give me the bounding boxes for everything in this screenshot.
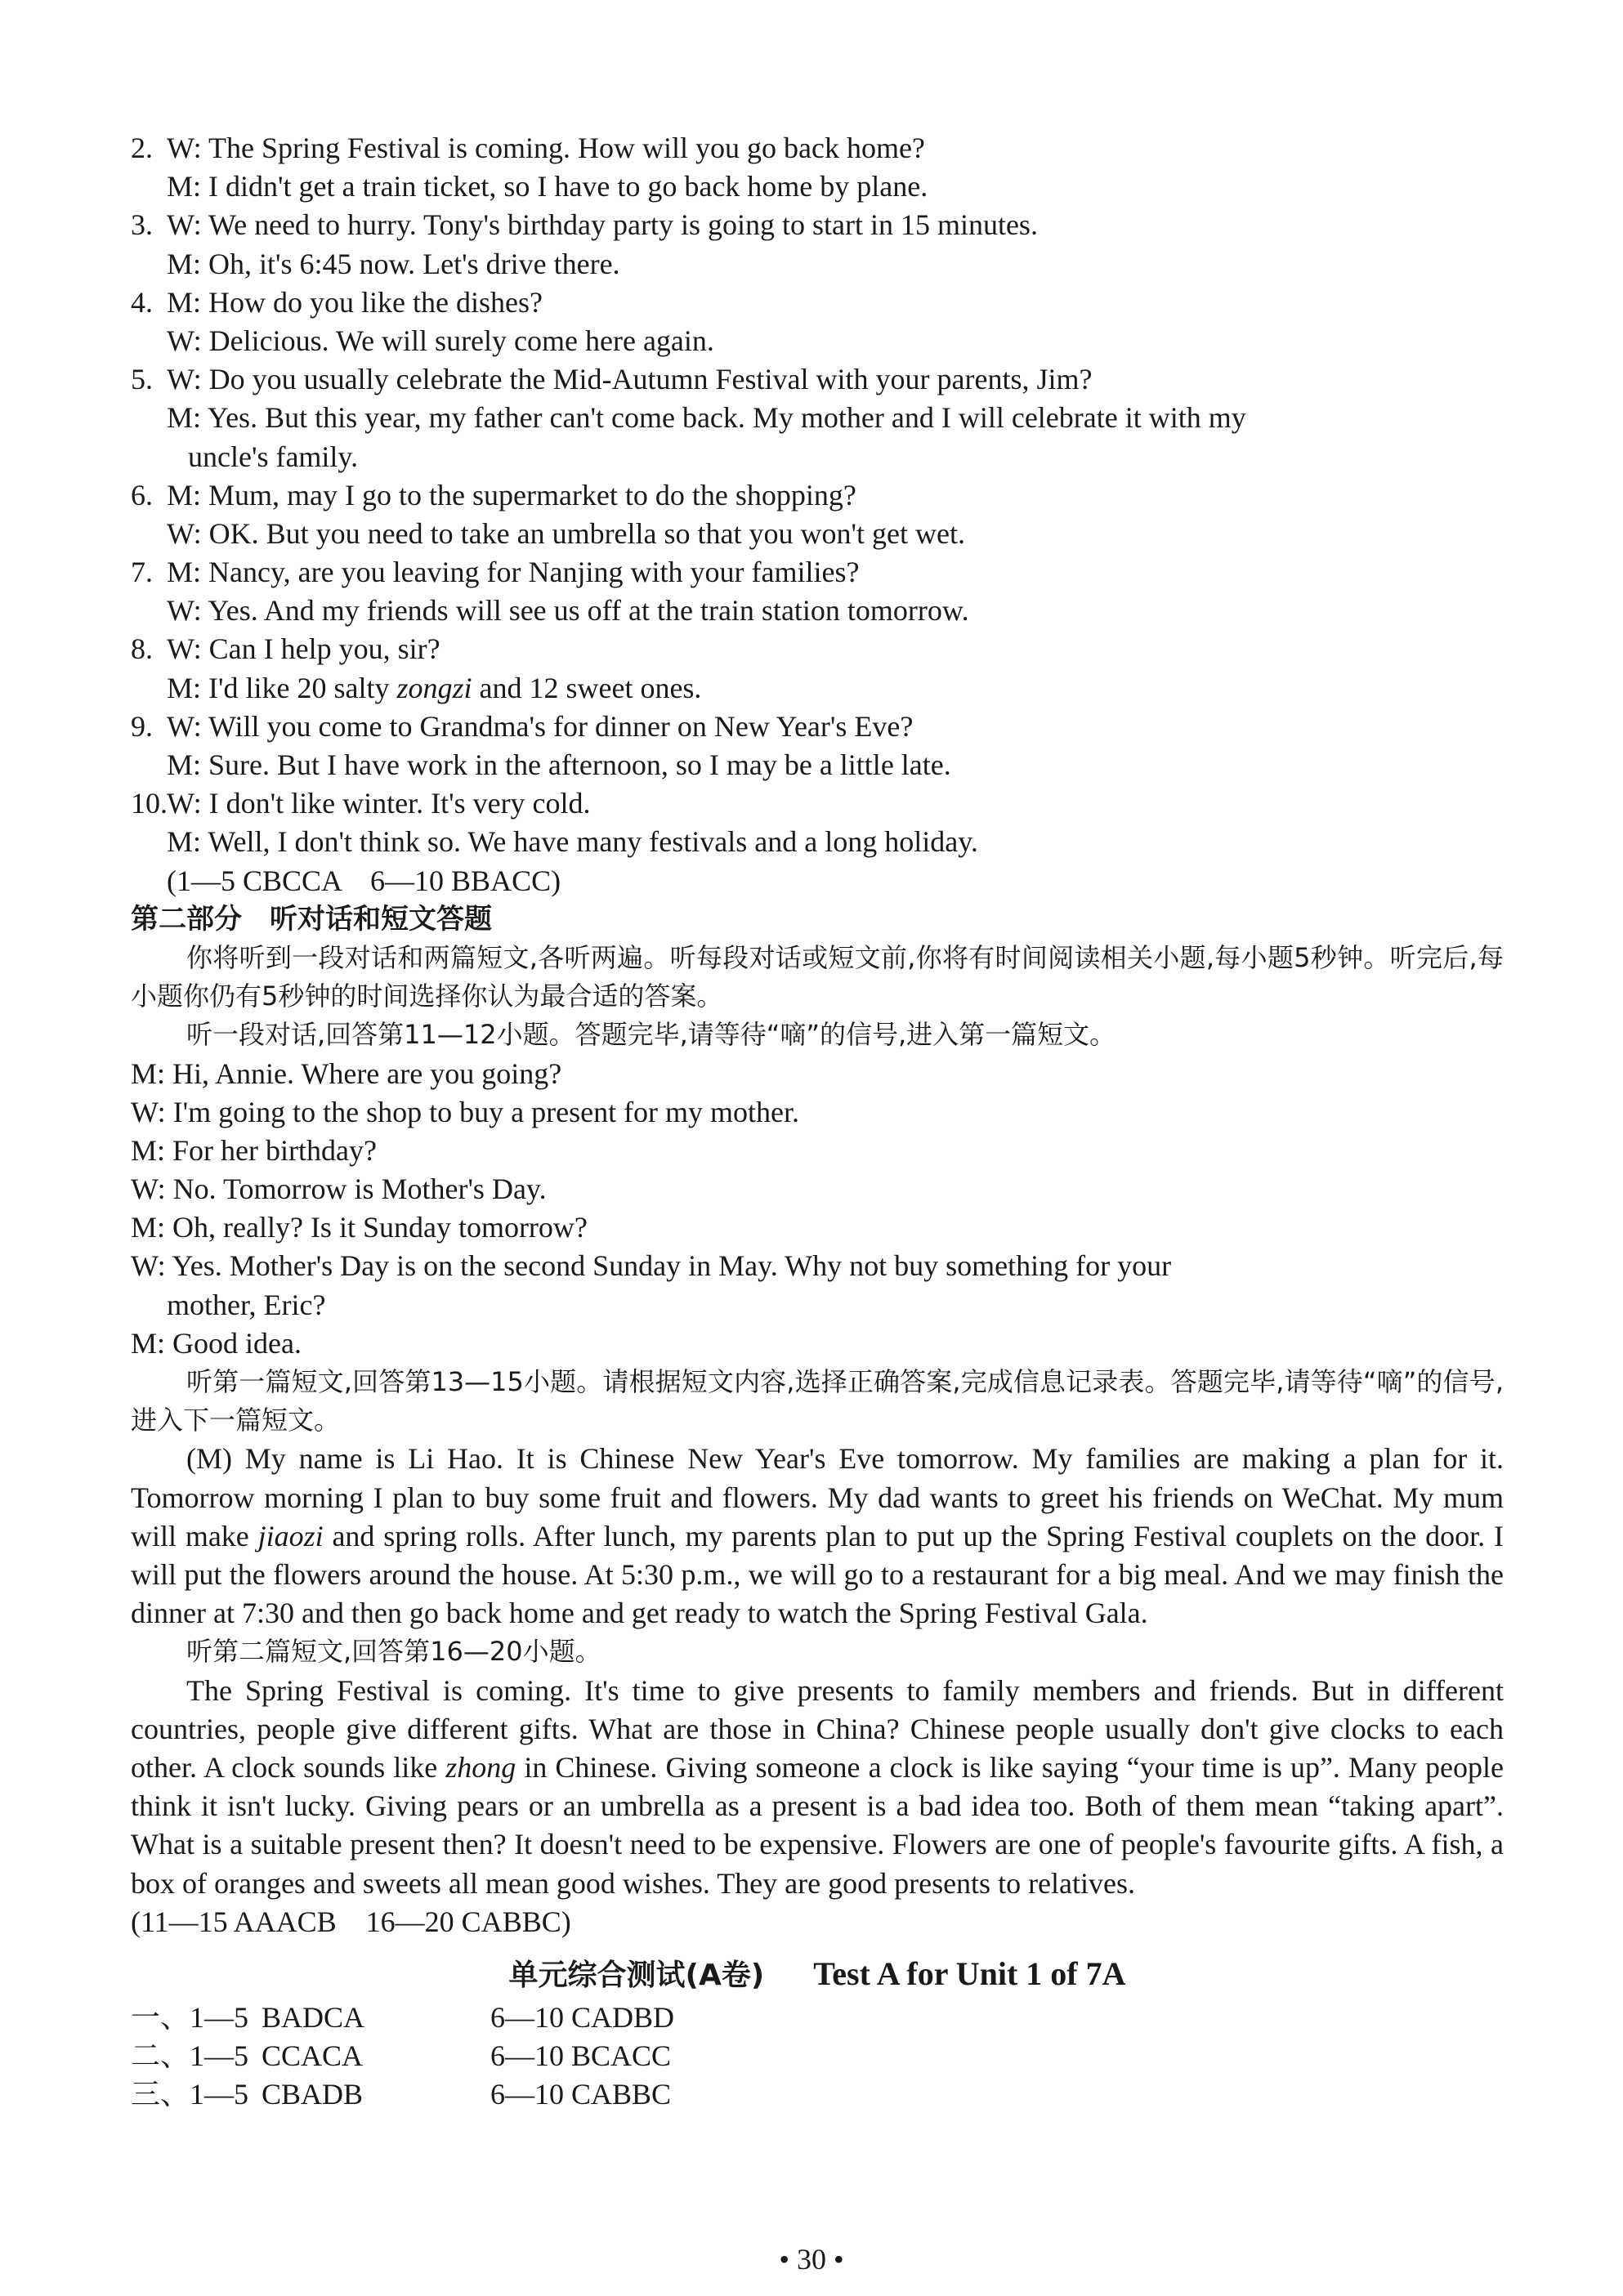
answer-row bbox=[131, 2075, 1504, 2114]
speaker: M: bbox=[131, 1056, 166, 1090]
speaker: W: bbox=[167, 324, 202, 357]
speaker: M: bbox=[167, 170, 202, 203]
dialog-text: OK. But you need to take an umbrella so that you won't get wet. bbox=[208, 516, 965, 550]
answer-group-2: 6—10 CADBD bbox=[490, 2001, 675, 2035]
dialog-line bbox=[131, 592, 1504, 630]
dialog-line bbox=[131, 1093, 1504, 1132]
dialog-line bbox=[131, 1286, 1504, 1324]
question-number: 2. bbox=[131, 132, 153, 164]
answer-group-1: BADCA bbox=[262, 2001, 365, 2035]
question-number: 8. bbox=[131, 632, 153, 666]
dialog-line bbox=[131, 784, 1504, 823]
answer-group-1: CCACA bbox=[262, 2039, 364, 2073]
answer-group-1: CBADB bbox=[262, 2078, 364, 2111]
dialog-text: Yes. Mother's Day is on the second Sunday in May. Why not buy something for your bbox=[172, 1249, 1172, 1283]
dialog-line bbox=[131, 1324, 1504, 1363]
instructions: 你将听到一段对话和两篇短文,各听两遍。听每段对话或短文前,你将有时间阅读相关小题,每小题5秒钟。听完后,每小题你仍有5秒钟的时间选择你认为最合适的答案。 bbox=[131, 941, 1504, 1012]
dialog-line bbox=[131, 823, 1504, 861]
speaker: W: bbox=[167, 516, 202, 550]
dialog-text: Good idea. bbox=[172, 1326, 302, 1360]
dialog-text: Will you come to Grandma's for dinner on New Year's Eve? bbox=[208, 709, 914, 743]
dialog-line bbox=[131, 630, 1504, 668]
dialog-line bbox=[131, 1132, 1504, 1170]
answer-group-2: 6—10 BCACC bbox=[490, 2039, 672, 2073]
instruction-passage2: 听第二篇短文,回答第16—20小题。 bbox=[186, 1636, 601, 1668]
question-number: 10. bbox=[131, 787, 168, 820]
speaker: M: bbox=[131, 1326, 166, 1360]
speaker: W: bbox=[131, 1173, 166, 1206]
speaker: W: bbox=[167, 363, 202, 396]
dialog-text: We need to hurry. Tony's birthday party is going to start in 15 minutes. bbox=[208, 208, 1038, 242]
part1-dialogs bbox=[131, 129, 1504, 862]
speaker: W: bbox=[167, 594, 202, 628]
speaker: M: bbox=[167, 285, 202, 319]
answer-label: 二、1—5 bbox=[131, 2039, 249, 2073]
test-title-en: Test A for Unit 1 of 7A bbox=[813, 1955, 1126, 1993]
dialog-text: Yes. But this year, my father can't come back. My mother and I will celebrate it with my bbox=[207, 401, 1246, 435]
speaker: W: bbox=[131, 1249, 166, 1283]
speaker: M: bbox=[167, 671, 202, 704]
dialog-text: Oh, really? Is it Sunday tomorrow? bbox=[172, 1211, 588, 1244]
speaker: M: bbox=[131, 1133, 166, 1167]
answer-label: 一、1—5 bbox=[131, 2001, 249, 2035]
answer-rows bbox=[131, 1999, 1504, 2115]
dialog-text: Nancy, are you leaving for Nanjing with your families? bbox=[208, 556, 860, 589]
speaker: M: bbox=[167, 825, 202, 859]
dialog-line bbox=[131, 746, 1504, 784]
answer-row bbox=[131, 1999, 1504, 2037]
question-number: 3. bbox=[131, 208, 153, 242]
dialog-text: Do you usually celebrate the Mid-Autumn Festival with your parents, Jim? bbox=[208, 363, 1093, 396]
speaker: W: bbox=[167, 709, 202, 743]
dialog-line bbox=[131, 245, 1504, 284]
dialog-text: Mum, may I go to the supermarket to do the shopping? bbox=[208, 478, 856, 511]
speaker: M: bbox=[167, 247, 202, 280]
answer-label: 三、1—5 bbox=[131, 2078, 249, 2111]
dialog-text: mother, Eric? bbox=[167, 1288, 326, 1321]
test-title-cn: 单元综合测试(A卷) bbox=[508, 1959, 765, 1993]
dialog-line bbox=[131, 399, 1504, 437]
dialog-line bbox=[131, 515, 1504, 553]
passage2: The Spring Festival is coming. It's time to give presents to family members and friends. But in different countries, people give different gifts. What are those in China? Chinese people usually don't give clocks to each other. A clock sounds like zhong in Chinese. Giving someone a clock is like saying “your time is up”. Many people think it isn't lucky. Giving pears or an umbrella as a present is a bad idea too. Both of them mean “taking apart”. What is a suitable present then? It doesn't need to be expensive. Flowers are one of people's favourite gifts. A fish, a box of oranges and sweets all mean good wishes. They are good presents to relatives. bbox=[131, 1673, 1504, 1900]
instruction-dialog: 听一段对话,回答第11—12小题。答题完毕,请等待“嘀”的信号,进入第一篇短文。 bbox=[186, 1019, 1116, 1051]
instruction-passage1: 听第一篇短文,回答第13—15小题。请根据短文内容,选择正确答案,完成信息记录表。答题完毕,请等待“嘀”的信号,进入下一篇短文。 bbox=[131, 1366, 1504, 1436]
dialog-line bbox=[131, 1247, 1504, 1285]
dialog-line bbox=[131, 708, 1504, 746]
dialog-line bbox=[131, 1170, 1504, 1208]
speaker: W: bbox=[167, 632, 202, 666]
part2-answers: (11—15 AAACB 16—20 CABBC) bbox=[131, 1905, 571, 1938]
dialog-line bbox=[131, 669, 1504, 708]
answer-row bbox=[131, 2037, 1504, 2075]
dialog-text: Oh, it's 6:45 now. Let's drive there. bbox=[208, 247, 620, 280]
dialog-text: Delicious. We will surely come here again. bbox=[208, 324, 714, 357]
dialog-text: How do you like the dishes? bbox=[208, 285, 543, 319]
speaker: M: bbox=[167, 401, 202, 435]
part1-answers: (1—5 CBCCA 6—10 BBACC) bbox=[167, 864, 561, 897]
dialog-text: No. Tomorrow is Mother's Day. bbox=[172, 1173, 547, 1206]
dialog-text: I don't like winter. It's very cold. bbox=[208, 787, 591, 820]
part2-dialog bbox=[131, 1055, 1504, 1364]
speaker: M: bbox=[167, 748, 202, 781]
dialog-line bbox=[131, 438, 1504, 476]
dialog-line bbox=[131, 322, 1504, 360]
passage1: (M) My name is Li Hao. It is Chinese New Year's Eve tomorrow. My families are making a plan for it. Tomorrow morning I plan to buy some fruit and flowers. My dad wants to greet his friends on WeChat. My mum will make jiaozi and spring rolls. After lunch, my parents plan to put up the Spring Festival couplets on the door. I will put the flowers around the house. At 5:30 p.m., we will go to a restaurant for a big meal. And we may finish the dinner at 7:30 and then go back home and get ready to watch the Spring Festival Gala. bbox=[131, 1442, 1504, 1630]
speaker: W: bbox=[167, 132, 202, 164]
speaker: W: bbox=[131, 1095, 166, 1128]
dialog-line bbox=[131, 284, 1504, 322]
dialog-text: uncle's family. bbox=[188, 440, 359, 473]
dialog-text: For her birthday? bbox=[172, 1133, 377, 1167]
question-number: 6. bbox=[131, 478, 153, 511]
section-heading: 第二部分 听对话和短文答题 bbox=[131, 902, 492, 936]
page-number: • 30 • bbox=[779, 2243, 844, 2276]
speaker: W: bbox=[167, 208, 202, 242]
dialog-text: Well, I don't think so. We have many festivals and a long holiday. bbox=[208, 825, 978, 859]
dialog-line bbox=[131, 168, 1504, 206]
question-number: 4. bbox=[131, 285, 153, 319]
dialog-line bbox=[131, 476, 1504, 515]
dialog-text: Can I help you, sir? bbox=[208, 632, 440, 666]
question-number: 7. bbox=[131, 556, 153, 589]
speaker: M: bbox=[167, 478, 202, 511]
dialog-line bbox=[131, 1208, 1504, 1247]
dialog-line bbox=[131, 206, 1504, 244]
answer-group-2: 6—10 CABBC bbox=[490, 2078, 672, 2111]
page-content bbox=[131, 129, 1504, 2115]
dialog-line bbox=[131, 553, 1504, 592]
dialog-text: I didn't get a train ticket, so I have to go back home by plane. bbox=[208, 170, 928, 203]
dialog-line bbox=[131, 129, 1504, 168]
dialog-text: Yes. And my friends will see us off at the train station tomorrow. bbox=[208, 594, 969, 628]
question-number: 5. bbox=[131, 363, 153, 396]
dialog-text: Sure. But I have work in the afternoon, so I may be a little late. bbox=[208, 748, 951, 781]
speaker: M: bbox=[131, 1211, 166, 1244]
dialog-line bbox=[131, 360, 1504, 399]
dialog-text: The Spring Festival is coming. How will you go back home? bbox=[208, 132, 925, 164]
dialog-text: I'm going to the shop to buy a present for my mother. bbox=[172, 1095, 800, 1128]
dialog-text: Hi, Annie. Where are you going? bbox=[172, 1056, 562, 1090]
question-number: 9. bbox=[131, 709, 153, 743]
speaker: W: bbox=[167, 787, 202, 820]
dialog-line bbox=[131, 1055, 1504, 1093]
test-title bbox=[131, 1950, 1504, 1999]
dialog-text: I'd like 20 salty zongzi and 12 sweet ones. bbox=[208, 671, 702, 704]
speaker: M: bbox=[167, 556, 202, 589]
